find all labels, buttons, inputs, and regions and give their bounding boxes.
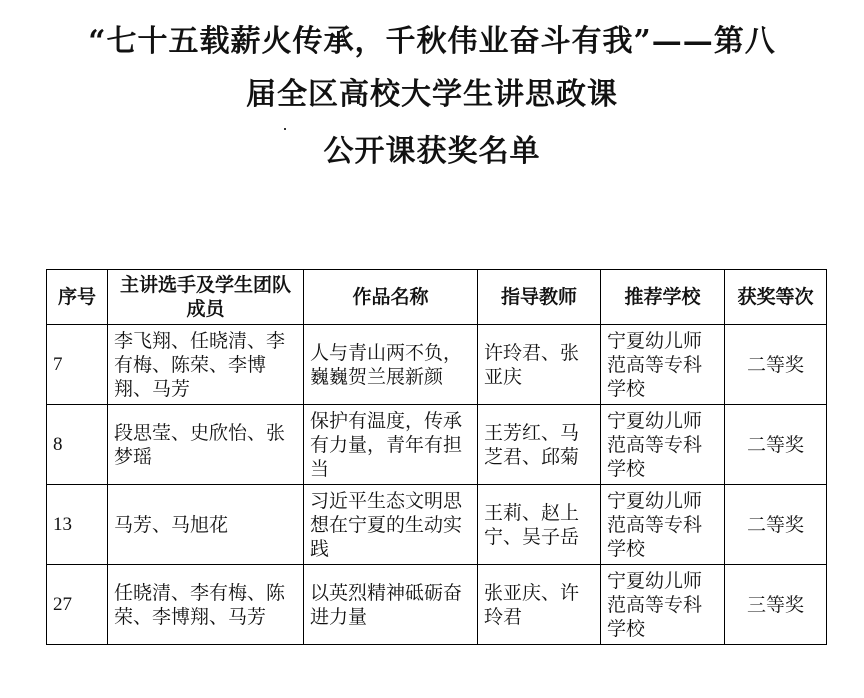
cell-award: 二等奖 bbox=[725, 325, 827, 405]
cell-work-title: 以英烈精神砥砺奋进力量 bbox=[304, 565, 478, 645]
cell-serial-no: 13 bbox=[47, 485, 108, 565]
cell-members: 任晓清、李有梅、陈荣、李博翔、马芳 bbox=[108, 565, 304, 645]
cell-members: 段思莹、史欣怡、张梦瑶 bbox=[108, 405, 304, 485]
award-table bbox=[46, 269, 827, 645]
cell-award: 三等奖 bbox=[725, 565, 827, 645]
cell-work-title: 人与青山两不负，巍巍贺兰展新颜 bbox=[304, 325, 478, 405]
cell-school: 宁夏幼儿师范高等专科学校 bbox=[601, 405, 725, 485]
cell-work-title: 保护有温度，传承有力量，青年有担当 bbox=[304, 405, 478, 485]
table-row bbox=[47, 405, 827, 485]
cell-members: 马芳、马旭花 bbox=[108, 485, 304, 565]
cell-award: 二等奖 bbox=[725, 405, 827, 485]
header-members: 主讲选手及学生团队成员 bbox=[108, 270, 304, 325]
cell-teacher: 张亚庆、许玲君 bbox=[478, 565, 601, 645]
cell-teacher: 王芳红、马芝君、邱菊 bbox=[478, 405, 601, 485]
cell-school: 宁夏幼儿师范高等专科学校 bbox=[601, 565, 725, 645]
cell-award: 二等奖 bbox=[725, 485, 827, 565]
document-title-line-3: 公开课获奖名单 bbox=[323, 134, 541, 169]
header-work-title: 作品名称 bbox=[304, 270, 478, 325]
document-title-line-2: 届全区高校大学生讲思政课 bbox=[246, 77, 618, 112]
cell-serial-no: 27 bbox=[47, 565, 108, 645]
header-school: 推荐学校 bbox=[601, 270, 725, 325]
table-row bbox=[47, 485, 827, 565]
cell-school: 宁夏幼儿师范高等专科学校 bbox=[601, 325, 725, 405]
header-teacher: 指导教师 bbox=[478, 270, 601, 325]
document-title-line-1: “七十五载薪火传承，千秋伟业奋斗有我”——第八 bbox=[88, 24, 776, 59]
table-header-row bbox=[47, 270, 827, 325]
cell-teacher: 许玲君、张亚庆 bbox=[478, 325, 601, 405]
cell-work-title: 习近平生态文明思想在宁夏的生动实践 bbox=[304, 485, 478, 565]
cell-members: 李飞翔、任晓清、李有梅、陈荣、李博翔、马芳 bbox=[108, 325, 304, 405]
cell-school: 宁夏幼儿师范高等专科学校 bbox=[601, 485, 725, 565]
cell-teacher: 王莉、赵上宁、吴子岳 bbox=[478, 485, 601, 565]
cell-serial-no: 7 bbox=[47, 325, 108, 405]
header-award: 获奖等次 bbox=[725, 270, 827, 325]
table-row bbox=[47, 325, 827, 405]
header-serial-no: 序号 bbox=[47, 270, 108, 325]
table-row bbox=[47, 565, 827, 645]
cell-serial-no: 8 bbox=[47, 405, 108, 485]
